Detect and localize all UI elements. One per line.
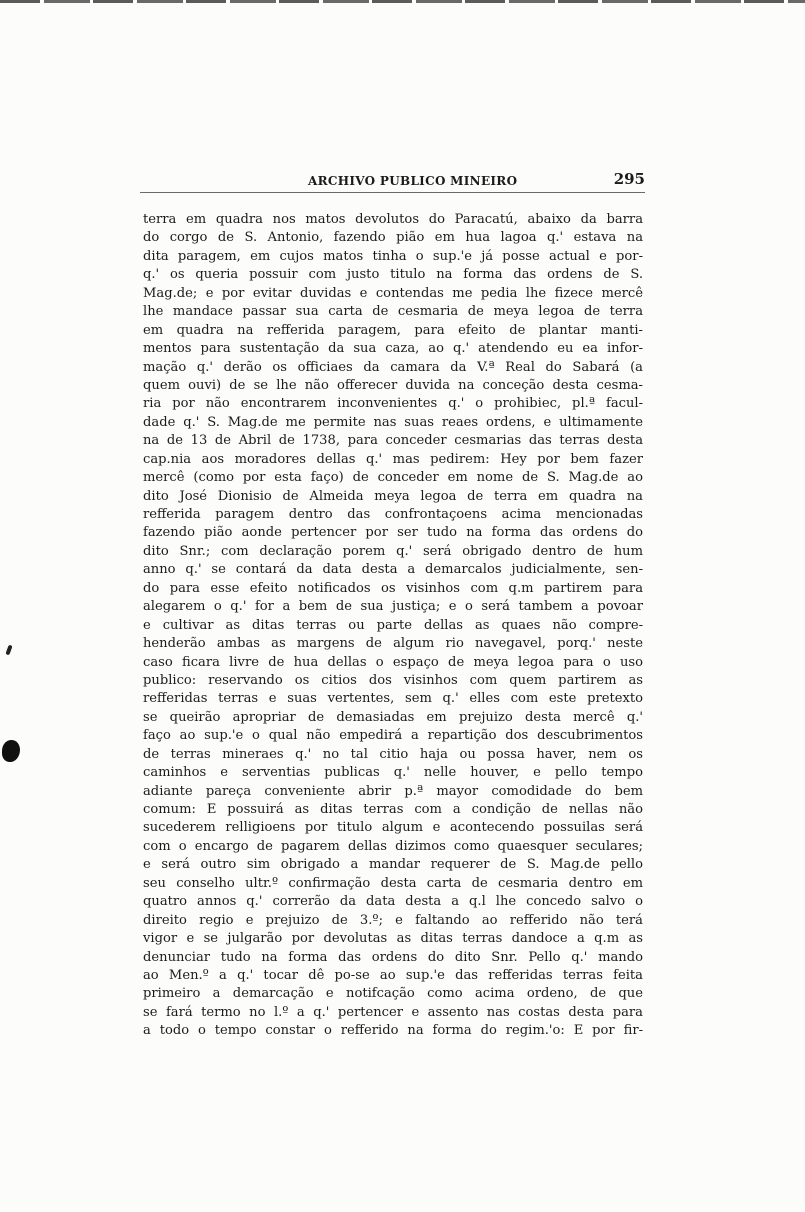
text-line: anno q.' se contará da data desta a demarcalos judicialmente, sen- (143, 562, 643, 578)
text-line: terra em quadra nos matos devolutos do Paracatú, abaixo da barra (143, 212, 643, 227)
text-line: sucederem relligioens por titulo algum e acontecendo possuilas será (143, 820, 643, 836)
running-header (140, 170, 645, 190)
text-line: ria por não encontrarem inconvenientes q.' o prohibiec, pl.ª facul- (143, 396, 643, 412)
header-rule (140, 192, 645, 193)
text-line: primeiro a demarcação e notifcação como acima ordeno, de que (143, 986, 643, 1002)
header-title: ARCHIVO PUBLICO MINEIRO (308, 174, 518, 188)
text-line: e será outro sim obrigado a mandar requerer de S. Mag.de pello (143, 857, 643, 873)
text-line: a todo o tempo constar o refferido na forma do regim.'o: E por fir- (143, 1023, 643, 1039)
text-line: Mag.de; e por evitar duvidas e contendas me pedia lhe fizece mercê (143, 285, 643, 301)
text-line: de terras mineraes q.' no tal citio haja ou possa haver, nem os (143, 746, 643, 762)
text-line: direito regio e prejuizo de 3.º; e faltando ao refferido não terá (143, 912, 643, 928)
text-line: quem ouvi) de se lhe não offerecer duvida na conceção desta cesma- (143, 377, 643, 393)
text-line: mação q.' derão os officiaes da camara da V.ª Real do Sabará (a (143, 359, 643, 375)
text-line: dito José Dionisio de Almeida meya legoa de terra em quadra na (143, 488, 643, 504)
text-line: mercê (como por esta faço) de conceder em nome de S. Mag.de ao (143, 470, 643, 486)
text-line: dito Snr.; com declaração porem q.' será obrigado dentro de hum (143, 543, 643, 559)
text-line: com o encargo de pagarem dellas dizimos como quaesquer seculares; (143, 838, 643, 854)
body-text (143, 211, 643, 1041)
text-line: caminhos e serventias publicas q.' nelle houver, e pello tempo (143, 765, 643, 781)
text-line: em quadra na refferida paragem, para efeito de plantar manti- (143, 322, 643, 338)
text-line: mentos para sustentação da sua caza, ao q.' atendendo eu ea infor- (143, 341, 643, 357)
text-line: dita paragem, em cujos matos tinha o sup.'e já posse actual e por- (143, 248, 643, 264)
text-line: cap.nia aos moradores dellas q.' mas pedirem: Hey por bem fazer (143, 451, 643, 467)
text-line: henderão ambas as margens de algum rio navegavel, porq.' neste (143, 636, 643, 652)
text-line: se fará termo no l.º a q.' pertencer e assento nas costas desta para (143, 1004, 643, 1020)
top-edge-rule (0, 0, 805, 3)
page-number: 295 (613, 170, 645, 188)
text-line: caso ficara livre de hua dellas o espaço de meya legoa para o uso (143, 654, 643, 670)
text-line: adiante pareça conveniente abrir p.ª mayor comodidade do bem (143, 783, 643, 799)
text-line: alegarem o q.' for a bem de sua justiça; e o será tambem a povoar (143, 599, 643, 615)
text-line: na de 13 de Abril de 1738, para conceder cesmarias das terras desta (143, 433, 643, 449)
text-line: q.' os queria possuir com justo titulo na forma das ordens de S. (143, 267, 643, 283)
text-line: lhe mandace passar sua carta de cesmaria de meya legoa de terra (143, 304, 643, 320)
text-line: fazendo pião aonde pertencer por ser tudo na forma das ordens do (143, 525, 643, 541)
text-line: refferida paragem dentro das confrontaçoens acima mencionadas (143, 507, 643, 522)
margin-mark (5, 645, 12, 656)
text-line: quatro annos q.' correrão da data desta a q.l lhe concedo salvo o (143, 894, 643, 910)
text-line: vigor e se julgarão por devolutas as ditas terras dandoce a q.m as (143, 931, 643, 947)
text-line: se queirão apropriar de demasiadas em prejuizo desta mercê q.' (143, 709, 643, 725)
text-line: denunciar tudo na forma das ordens do dito Snr. Pello q.' mando (143, 949, 643, 965)
text-line: dade q.' S. Mag.de me permite nas suas reaes ordens, e ultimamente (143, 414, 643, 430)
text-line: comum: E possuirá as ditas terras com a condição de nellas não (143, 802, 643, 817)
text-line: do para esse efeito notificados os visinhos com q.m partirem para (143, 580, 643, 596)
text-line: refferidas terras e suas vertentes, sem q.' elles com este pretexto (143, 691, 643, 707)
text-line: do corgo de S. Antonio, fazendo pião em hua lagoa q.' estava na (143, 230, 643, 246)
text-line: publico: reservando os citios dos visinhos com quem partirem as (143, 672, 643, 688)
text-line: ao Men.º a q.' tocar dê po-se ao sup.'e das refferidas terras feita (143, 967, 643, 983)
text-line: faço ao sup.'e o qual não empedirá a repartição dos descubrimentos (143, 728, 643, 744)
text-line: e cultivar as ditas terras ou parte dellas as quaes não compre- (143, 617, 643, 633)
ink-blot (2, 740, 20, 762)
text-line: seu conselho ultr.º confirmação desta carta de cesmaria dentro em (143, 875, 643, 891)
